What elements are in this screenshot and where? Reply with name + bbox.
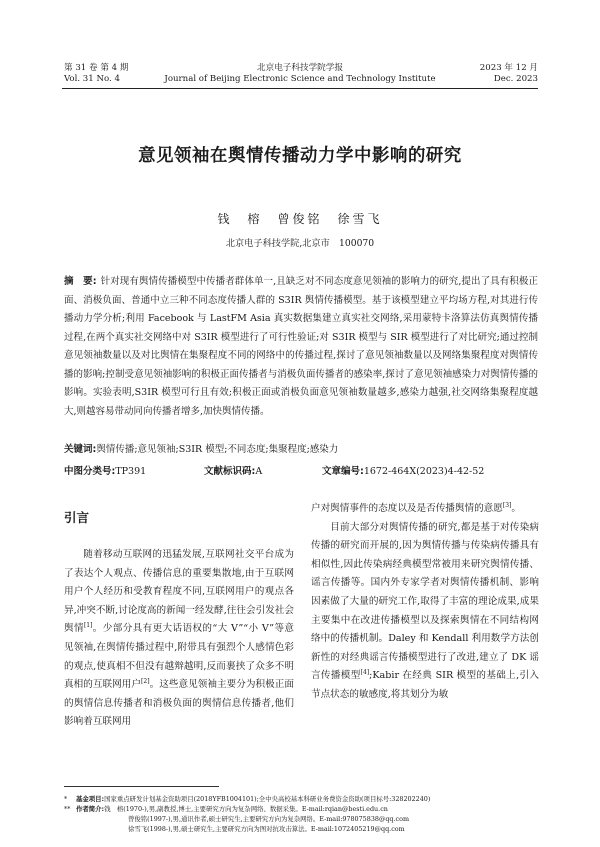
author-affiliation: 北京电子科技学院,北京市 100070 bbox=[225, 238, 375, 249]
author-bio-3: 徐雪飞(1998-),男,硕士研究生,主要研究方向为图对抗攻击算法。E-mail:1072405219@qq.com bbox=[128, 825, 405, 833]
body-paragraph: 随着移动互联网的迅猛发展,互联网社交平台成为了表达个人观点、传播信息的重要集散地,由于互联网用户个人经历和受教育程度不同,互联网用户的观点各异,冲突不断,讨论度高的新闻一经发酵,往往会引发社会舆情[1]。少部分具有更大话语权的“大 V”“小 V”等意见领袖,在舆情传播过程中,附带具有强烈个人感情色彩的观点,使真相不但没有越辩越明,反而裹挟了众多不明真相的互联网用户[2]。这些意见领袖主要分为积极正面的舆情信息传播者和消极负面的舆情信息传播者,他们影响着互联网用 bbox=[64, 549, 295, 728]
author-bio-2: 曾俊铭(1997-),男,通讯作者,硕士研究生,主要研究方向为复杂网络。E-mail:978075838@qq.com bbox=[128, 815, 410, 823]
date-en: Dec. 2023 bbox=[493, 74, 538, 84]
keywords-label: 关键词: bbox=[64, 444, 97, 455]
keywords bbox=[64, 441, 538, 459]
article-number-label: 文章编号: bbox=[322, 466, 364, 477]
funding-label: 基金项目: bbox=[76, 795, 105, 803]
author-bio-1: 钱 榕(1970-),男,副教授,博士,主要研究方向为复杂网络、数据采集。E-mail:rqian@besti.edu.cn bbox=[104, 805, 388, 813]
abstract-text: 针对现有舆情传播模型中传播者群体单一,且缺乏对不同态度意见领袖的影响力的研究,提出了具有积极正面、消极负面、普通中立三种不同态度传播人群的 S3IR 舆情传播模型。基于该模型建立平均场方程,对其进行传播动力学分析;利用 Facebook 与 LastFM Asia 真实数据集建立真实社交网络,采用蒙特卡洛算法仿真舆情传播过程,在两个真实社交网络中对 S3IR 模型进行了可行性验证;对 S3IR 模型与 SIR 模型进行了对比研究;通过控制意见领袖数量以及对比舆情在集聚程度不同的网络中的传播过程,探讨了意见领袖数量以及网络集聚程度对舆情传播的影响;控制受意见领袖影响的积极正面传播者与消极负面传播者的感染率,探讨了意见领袖感染力对舆情传播的影响。实验表明,S3IR 模型可行且有效;积极正面或消极负面意见领袖数量越多,感染力越强,社交网络集聚程度越大,则越容易带动同向传播者增多,加快舆情传播。 bbox=[64, 276, 538, 417]
doc-code-label: 文献标识码: bbox=[204, 466, 256, 477]
funding-note: * 基金项目:国家重点研发计划基金资助项目(2018YFB1004101);全中央高校基本科研业务费资金资助(项目标号:328202240) bbox=[64, 795, 431, 803]
volume-issue-en: Vol. 31 No. 4 bbox=[64, 74, 120, 84]
section-heading-introduction: 引言 bbox=[64, 510, 90, 525]
author-list: 钱 榕 曾俊铭 徐雪飞 bbox=[217, 212, 383, 226]
clc-number bbox=[64, 465, 146, 479]
clc-label: 中图分类号: bbox=[64, 466, 116, 477]
article-number bbox=[322, 465, 484, 479]
body-paragraph: 目前大部分对舆情传播的研究,都是基于对传染病传播的研究而开展的,因为舆情传播与传染病传播具有相似性,因此传染病经典模型常被用来研究舆情传播、谣言传播等。国内外专家学者对舆情传播机制、影响因素做了大量的研究工作,取得了丰富的理论成果,成果主要集中在改进传播模型以及探索舆情在不同结构网络中的传播机制。Daley 和 Kendall 利用数学方法创新性的对经典谣言传播模型进行了改进,建立了 DK 谣言传播模型[4];Kabir 在经典 SIR 模型的基础上,引入节点状态的敏感度,将其划分为敏 bbox=[311, 521, 540, 700]
citation-ref: [3] bbox=[502, 501, 512, 509]
journal-date bbox=[480, 63, 538, 85]
document-code bbox=[204, 465, 262, 479]
citation-ref: [2] bbox=[141, 677, 150, 685]
journal-name-en: Journal of Beijing Electronic Science and Technology Institute bbox=[164, 74, 436, 84]
volume-issue-cn: 第 31 卷 第 4 期 bbox=[64, 63, 129, 73]
clc-value: TP391 bbox=[115, 466, 147, 477]
author-bio-label: 作者简介: bbox=[76, 805, 105, 813]
citation-ref: [1] bbox=[83, 622, 93, 630]
footnote-rule bbox=[64, 786, 219, 787]
keywords-text: 舆情传播;意见领袖;S3IR 模型;不同态度;集聚程度;感染力 bbox=[96, 444, 339, 455]
article-number-value: 1672-464X(2023)4-42-52 bbox=[363, 466, 485, 477]
header-rule bbox=[62, 88, 538, 89]
date-cn: 2023 年 12 月 bbox=[479, 63, 538, 73]
body-paragraph: 户对舆情事件的态度以及是否传播舆情的意愿[3]。 bbox=[311, 501, 521, 514]
body-column-left bbox=[64, 546, 294, 732]
abstract-label: 摘 要: bbox=[64, 276, 97, 287]
doc-code-value: A bbox=[255, 466, 263, 477]
funding-text: 国家重点研发计划基金资助项目(2018YFB1004101);全中央高校基本科研业务费资金资助(项目标号:328202240) bbox=[104, 795, 431, 803]
paper-title: 意见领袖在舆情传播动力学中影响的研究 bbox=[138, 146, 462, 166]
abstract bbox=[64, 273, 538, 421]
journal-name-cn: 北京电子科技学院学报 bbox=[257, 63, 343, 73]
citation-ref: [4] bbox=[360, 669, 370, 677]
footnotes bbox=[64, 794, 540, 834]
body-column-right bbox=[311, 500, 539, 705]
author-bio-note: ** 作者简介:钱 榕(1970-),男,副教授,博士,主要研究方向为复杂网络、数据采集。E-mail:rqian@besti.edu.cn bbox=[64, 805, 388, 813]
